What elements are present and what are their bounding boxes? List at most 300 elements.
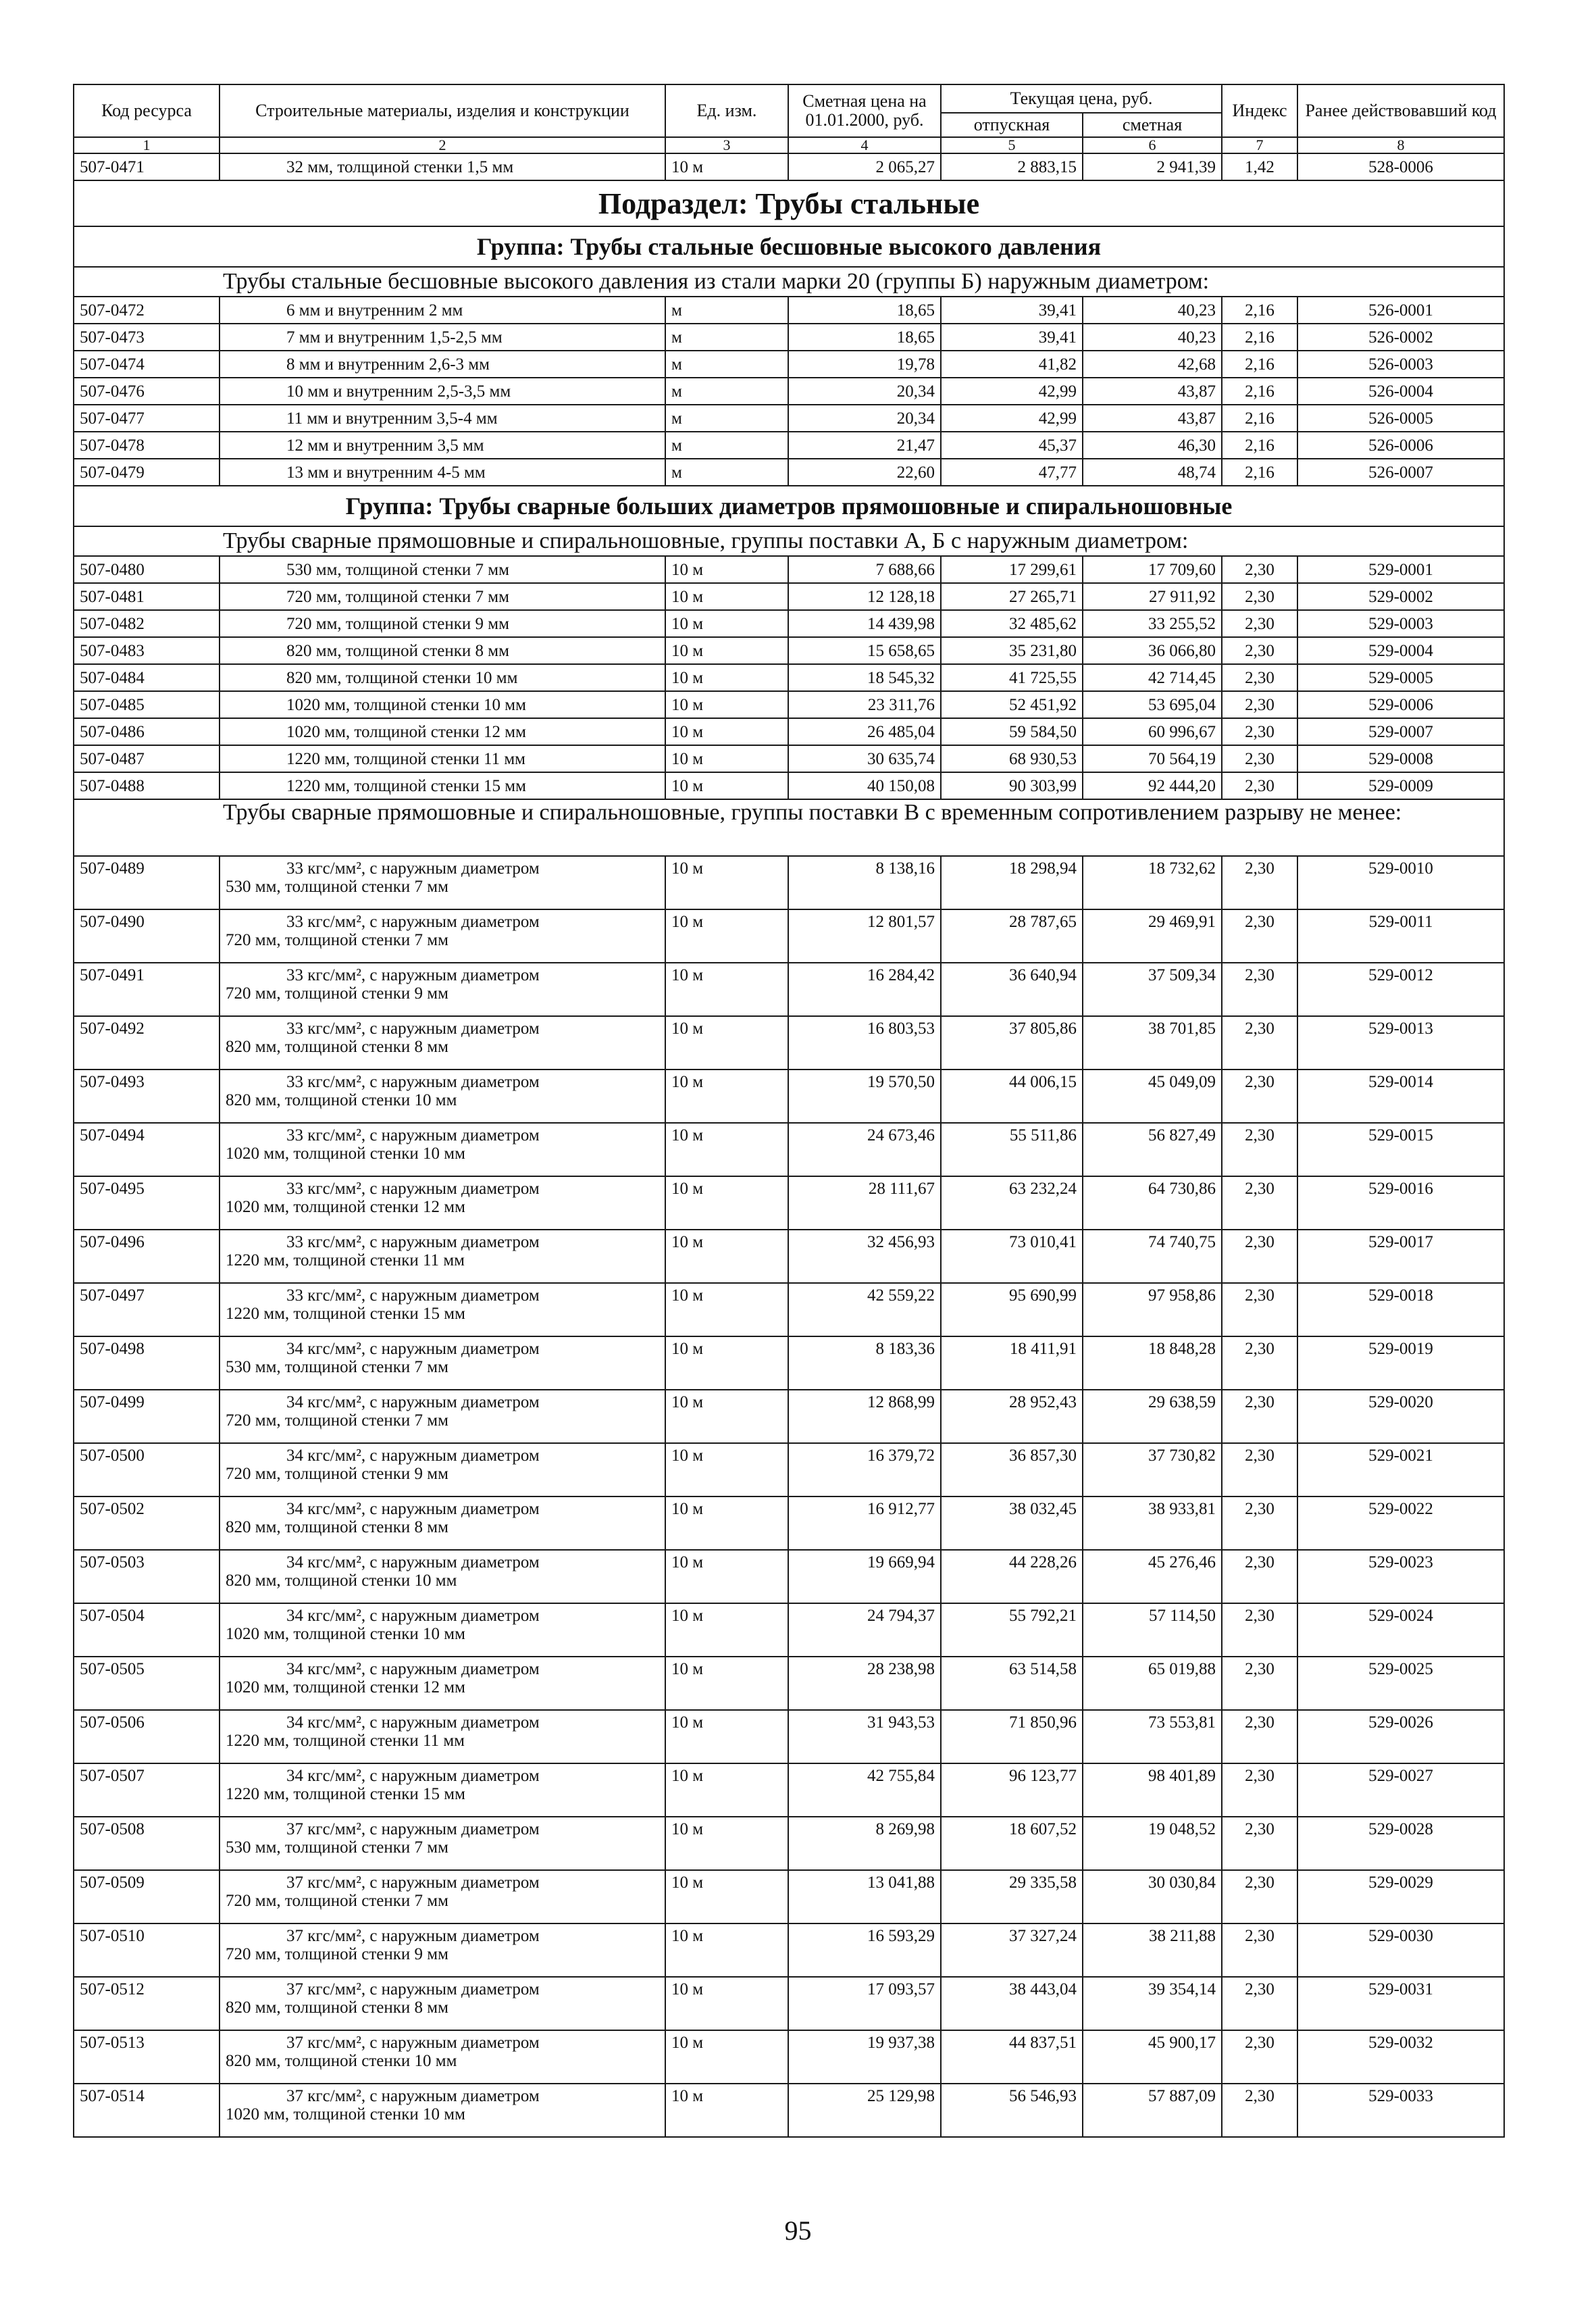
unit: 10 м [665, 1657, 788, 1710]
estimate-price: 65 019,88 [1083, 1657, 1222, 1710]
estimated-price: 8 183,36 [788, 1336, 941, 1390]
table-row [74, 772, 1504, 799]
estimate-price: 56 827,49 [1083, 1123, 1222, 1176]
col-number: 4 [788, 137, 941, 153]
estimated-price: 21,47 [788, 432, 941, 459]
estimated-price: 13 041,88 [788, 1870, 941, 1923]
resource-code: 507-0489 [74, 856, 220, 909]
material-name: 1020 мм, толщиной стенки 12 мм [220, 718, 665, 745]
group-subtitle: Трубы сварные прямошовные и спиральношовные, группы поставки А, Б с наружным диаметром: [74, 526, 1504, 556]
estimated-price: 24 794,37 [788, 1603, 941, 1657]
prev-code: 529-0023 [1297, 1550, 1504, 1603]
resource-code: 507-0498 [74, 1336, 220, 1390]
index-value: 2,16 [1222, 324, 1297, 351]
index-value: 2,30 [1222, 745, 1297, 772]
resource-code: 507-0486 [74, 718, 220, 745]
resource-code: 507-0488 [74, 772, 220, 799]
index-value: 2,30 [1222, 856, 1297, 909]
release-price: 90 303,99 [941, 772, 1083, 799]
unit: 10 м [665, 1443, 788, 1496]
index-value: 2,30 [1222, 909, 1297, 963]
prev-code: 529-0026 [1297, 1710, 1504, 1763]
estimated-price: 8 269,98 [788, 1817, 941, 1870]
resource-code: 507-0508 [74, 1817, 220, 1870]
index-value: 2,30 [1222, 1016, 1297, 1070]
unit: 10 м [665, 1817, 788, 1870]
estimated-price: 31 943,53 [788, 1710, 941, 1763]
material-name: 37 кгс/мм², с наружным диаметром 720 мм, толщиной стенки 7 мм [220, 1870, 665, 1923]
estimated-price: 42 755,84 [788, 1763, 941, 1817]
material-name: 34 кгс/мм², с наружным диаметром 820 мм, толщиной стенки 8 мм [220, 1496, 665, 1550]
release-price: 45,37 [941, 432, 1083, 459]
release-price: 18 411,91 [941, 1336, 1083, 1390]
resource-code: 507-0484 [74, 664, 220, 691]
material-name: 530 мм, толщиной стенки 7 мм [220, 556, 665, 583]
index-value: 2,30 [1222, 637, 1297, 664]
index-value: 2,30 [1222, 1603, 1297, 1657]
estimated-price: 18,65 [788, 324, 941, 351]
release-price: 68 930,53 [941, 745, 1083, 772]
unit: 10 м [665, 2030, 788, 2084]
unit: 10 м [665, 1550, 788, 1603]
release-price: 55 511,86 [941, 1123, 1083, 1176]
section-title: Подраздел: Трубы стальные [74, 180, 1504, 226]
unit: 10 м [665, 718, 788, 745]
estimate-price: 45 276,46 [1083, 1550, 1222, 1603]
page-number: 95 [784, 2215, 812, 2246]
table-row [74, 378, 1504, 405]
release-price: 37 805,86 [941, 1016, 1083, 1070]
header-unit: Ед. изм. [665, 84, 788, 137]
estimated-price: 16 593,29 [788, 1923, 941, 1977]
unit: 10 м [665, 2084, 788, 2137]
index-value: 2,30 [1222, 1336, 1297, 1390]
prev-code: 526-0002 [1297, 324, 1504, 351]
estimated-price: 19 669,94 [788, 1550, 941, 1603]
material-name: 1220 мм, толщиной стенки 11 мм [220, 745, 665, 772]
estimate-price: 38 933,81 [1083, 1496, 1222, 1550]
resource-code: 507-0505 [74, 1657, 220, 1710]
estimated-price: 16 912,77 [788, 1496, 941, 1550]
estimated-price: 25 129,98 [788, 2084, 941, 2137]
resource-code: 507-0493 [74, 1070, 220, 1123]
unit: м [665, 378, 788, 405]
prev-code: 529-0029 [1297, 1870, 1504, 1923]
material-name: 34 кгс/мм², с наружным диаметром 530 мм, толщиной стенки 7 мм [220, 1336, 665, 1390]
index-value: 2,16 [1222, 405, 1297, 432]
prev-code: 529-0003 [1297, 610, 1504, 637]
resource-code: 507-0492 [74, 1016, 220, 1070]
prev-code: 529-0030 [1297, 1923, 1504, 1977]
estimate-price: 43,87 [1083, 378, 1222, 405]
material-name: 37 кгс/мм², с наружным диаметром 720 мм, толщиной стенки 9 мм [220, 1923, 665, 1977]
table-row [74, 1710, 1504, 1763]
table-row [74, 1230, 1504, 1283]
release-price: 55 792,21 [941, 1603, 1083, 1657]
estimated-price: 40 150,08 [788, 772, 941, 799]
table-row [74, 324, 1504, 351]
index-value: 2,16 [1222, 432, 1297, 459]
estimate-price: 48,74 [1083, 459, 1222, 486]
prev-code: 529-0025 [1297, 1657, 1504, 1710]
table-row [74, 1443, 1504, 1496]
prev-code: 529-0022 [1297, 1496, 1504, 1550]
estimated-price: 20,34 [788, 378, 941, 405]
resource-code: 507-0512 [74, 1977, 220, 2030]
resource-code: 507-0479 [74, 459, 220, 486]
estimated-price: 23 311,76 [788, 691, 941, 718]
prev-code: 528-0006 [1297, 153, 1504, 180]
estimated-price: 19 937,38 [788, 2030, 941, 2084]
prev-code: 526-0001 [1297, 297, 1504, 324]
unit: 10 м [665, 1496, 788, 1550]
material-name: 7 мм и внутренним 1,5-2,5 мм [220, 324, 665, 351]
release-price: 63 514,58 [941, 1657, 1083, 1710]
table-row [74, 1283, 1504, 1336]
prev-code: 529-0012 [1297, 963, 1504, 1016]
price-table-sheet [73, 84, 1503, 2138]
estimated-price: 18 545,32 [788, 664, 941, 691]
table-row [74, 583, 1504, 610]
release-price: 95 690,99 [941, 1283, 1083, 1336]
index-value: 2,30 [1222, 2030, 1297, 2084]
estimated-price: 30 635,74 [788, 745, 941, 772]
estimate-price: 70 564,19 [1083, 745, 1222, 772]
table-row [74, 1336, 1504, 1390]
unit: 10 м [665, 1603, 788, 1657]
estimated-price: 20,34 [788, 405, 941, 432]
prev-code: 529-0005 [1297, 664, 1504, 691]
prev-code: 529-0028 [1297, 1817, 1504, 1870]
material-name: 8 мм и внутренним 2,6-3 мм [220, 351, 665, 378]
estimate-price: 18 732,62 [1083, 856, 1222, 909]
header-code: Код ресурса [74, 84, 220, 137]
prev-code: 529-0031 [1297, 1977, 1504, 2030]
unit: 10 м [665, 664, 788, 691]
estimated-price: 22,60 [788, 459, 941, 486]
unit: м [665, 297, 788, 324]
estimated-price: 32 456,93 [788, 1230, 941, 1283]
table-row [74, 2030, 1504, 2084]
group-title: Группа: Трубы стальные бесшовные высокого давления [74, 226, 1504, 267]
estimated-price: 28 111,67 [788, 1176, 941, 1230]
material-name: 720 мм, толщиной стенки 7 мм [220, 583, 665, 610]
unit: 10 м [665, 1870, 788, 1923]
prev-code: 529-0021 [1297, 1443, 1504, 1496]
prev-code: 529-0024 [1297, 1603, 1504, 1657]
estimate-price: 57 887,09 [1083, 2084, 1222, 2137]
index-value: 2,30 [1222, 1496, 1297, 1550]
table-row [74, 1923, 1504, 1977]
index-value: 2,30 [1222, 610, 1297, 637]
estimated-price: 12 128,18 [788, 583, 941, 610]
header-materials: Строительные материалы, изделия и конструкции [220, 84, 665, 137]
header-estimated-price: Сметная цена на 01.01.2000, руб. [788, 84, 941, 137]
unit: 10 м [665, 1390, 788, 1443]
col-number: 7 [1222, 137, 1297, 153]
table-row [74, 664, 1504, 691]
table-row [74, 856, 1504, 909]
prev-code: 529-0001 [1297, 556, 1504, 583]
estimate-price: 40,23 [1083, 297, 1222, 324]
prev-code: 529-0007 [1297, 718, 1504, 745]
estimate-price: 39 354,14 [1083, 1977, 1222, 2030]
resource-code: 507-0509 [74, 1870, 220, 1923]
index-value: 2,30 [1222, 1283, 1297, 1336]
table-row [74, 1496, 1504, 1550]
release-price: 44 228,26 [941, 1550, 1083, 1603]
material-name: 720 мм, толщиной стенки 9 мм [220, 610, 665, 637]
estimated-price: 8 138,16 [788, 856, 941, 909]
unit: 10 м [665, 1710, 788, 1763]
estimated-price: 15 658,65 [788, 637, 941, 664]
resource-code: 507-0478 [74, 432, 220, 459]
resource-code: 507-0490 [74, 909, 220, 963]
index-value: 2,30 [1222, 1763, 1297, 1817]
unit: 10 м [665, 556, 788, 583]
resource-code: 507-0481 [74, 583, 220, 610]
release-price: 59 584,50 [941, 718, 1083, 745]
estimate-price: 37 509,34 [1083, 963, 1222, 1016]
material-name: 33 кгс/мм², с наружным диаметром 1020 мм, толщиной стенки 10 мм [220, 1123, 665, 1176]
resource-code: 507-0503 [74, 1550, 220, 1603]
unit: 10 м [665, 1763, 788, 1817]
material-name: 34 кгс/мм², с наружным диаметром 1220 мм, толщиной стенки 15 мм [220, 1763, 665, 1817]
estimate-price: 33 255,52 [1083, 610, 1222, 637]
index-value: 2,30 [1222, 664, 1297, 691]
table-row [74, 297, 1504, 324]
release-price: 38 443,04 [941, 1977, 1083, 2030]
estimate-price: 46,30 [1083, 432, 1222, 459]
release-price: 29 335,58 [941, 1870, 1083, 1923]
table-row [74, 718, 1504, 745]
index-value: 2,30 [1222, 1443, 1297, 1496]
price-table [73, 84, 1505, 2138]
resource-code: 507-0471 [74, 153, 220, 180]
estimate-price: 73 553,81 [1083, 1710, 1222, 1763]
table-row [74, 691, 1504, 718]
material-name: 33 кгс/мм², с наружным диаметром 820 мм, толщиной стенки 10 мм [220, 1070, 665, 1123]
table-row [74, 1657, 1504, 1710]
group-subtitle: Трубы стальные бесшовные высокого давления из стали марки 20 (группы Б) наружным диаметром: [74, 267, 1504, 297]
resource-code: 507-0483 [74, 637, 220, 664]
material-name: 1220 мм, толщиной стенки 15 мм [220, 772, 665, 799]
unit: 10 м [665, 745, 788, 772]
estimated-price: 12 868,99 [788, 1390, 941, 1443]
resource-code: 507-0495 [74, 1176, 220, 1230]
release-price: 28 787,65 [941, 909, 1083, 963]
resource-code: 507-0477 [74, 405, 220, 432]
material-name: 32 мм, толщиной стенки 1,5 мм [220, 153, 665, 180]
unit: м [665, 351, 788, 378]
unit: 10 м [665, 909, 788, 963]
unit: 10 м [665, 1230, 788, 1283]
index-value: 2,30 [1222, 1870, 1297, 1923]
unit: 10 м [665, 1016, 788, 1070]
estimated-price: 12 801,57 [788, 909, 941, 963]
table-row [74, 1176, 1504, 1230]
table-row [74, 459, 1504, 486]
prev-code: 529-0017 [1297, 1230, 1504, 1283]
group2-type-v-rows [74, 856, 1504, 2137]
estimate-price: 74 740,75 [1083, 1230, 1222, 1283]
prev-code: 529-0033 [1297, 2084, 1504, 2137]
unit: м [665, 432, 788, 459]
estimated-price: 7 688,66 [788, 556, 941, 583]
resource-code: 507-0514 [74, 2084, 220, 2137]
unit: м [665, 324, 788, 351]
resource-code: 507-0494 [74, 1123, 220, 1176]
estimate-price: 19 048,52 [1083, 1817, 1222, 1870]
resource-code: 507-0480 [74, 556, 220, 583]
prev-code: 529-0004 [1297, 637, 1504, 664]
table-row [74, 153, 1504, 180]
release-price: 35 231,80 [941, 637, 1083, 664]
header-prev-code: Ранее действовавший код [1297, 84, 1504, 137]
unit: 10 м [665, 1336, 788, 1390]
index-value: 2,30 [1222, 1123, 1297, 1176]
release-price: 36 857,30 [941, 1443, 1083, 1496]
resource-code: 507-0485 [74, 691, 220, 718]
material-name: 34 кгс/мм², с наружным диаметром 720 мм, толщиной стенки 7 мм [220, 1390, 665, 1443]
table-row [74, 351, 1504, 378]
estimate-price: 42 714,45 [1083, 664, 1222, 691]
col-number: 1 [74, 137, 220, 153]
estimate-price: 43,87 [1083, 405, 1222, 432]
estimated-price: 26 485,04 [788, 718, 941, 745]
material-name: 34 кгс/мм², с наружным диаметром 1220 мм, толщиной стенки 11 мм [220, 1710, 665, 1763]
prev-code: 526-0004 [1297, 378, 1504, 405]
estimate-price: 45 900,17 [1083, 2030, 1222, 2084]
index-value: 2,30 [1222, 1550, 1297, 1603]
col-number: 3 [665, 137, 788, 153]
group1-rows [74, 297, 1504, 486]
release-price: 39,41 [941, 324, 1083, 351]
release-price: 39,41 [941, 297, 1083, 324]
prev-code: 529-0032 [1297, 2030, 1504, 2084]
table-row [74, 637, 1504, 664]
group2-rows [74, 556, 1504, 799]
index-value: 2,30 [1222, 1176, 1297, 1230]
header-estimate-price: сметная [1083, 113, 1222, 137]
estimated-price: 2 065,27 [788, 153, 941, 180]
estimate-price: 45 049,09 [1083, 1070, 1222, 1123]
resource-code: 507-0510 [74, 1923, 220, 1977]
resource-code: 507-0473 [74, 324, 220, 351]
release-price: 42,99 [941, 378, 1083, 405]
estimated-price: 14 439,98 [788, 610, 941, 637]
material-name: 34 кгс/мм², с наружным диаметром 1020 мм, толщиной стенки 10 мм [220, 1603, 665, 1657]
release-price: 47,77 [941, 459, 1083, 486]
material-name: 11 мм и внутренним 3,5-4 мм [220, 405, 665, 432]
material-name: 10 мм и внутренним 2,5-3,5 мм [220, 378, 665, 405]
estimate-price: 37 730,82 [1083, 1443, 1222, 1496]
header-index: Индекс [1222, 84, 1297, 137]
estimate-price: 18 848,28 [1083, 1336, 1222, 1390]
resource-code: 507-0474 [74, 351, 220, 378]
resource-code: 507-0491 [74, 963, 220, 1016]
unit: м [665, 459, 788, 486]
group-subtitle: Трубы сварные прямошовные и спиральношовные, группы поставки В с временным сопротивлением разрыву не менее: [74, 799, 1504, 856]
estimate-price: 38 701,85 [1083, 1016, 1222, 1070]
release-price: 96 123,77 [941, 1763, 1083, 1817]
release-price: 41 725,55 [941, 664, 1083, 691]
index-value: 2,16 [1222, 297, 1297, 324]
unit: м [665, 405, 788, 432]
table-row [74, 1016, 1504, 1070]
resource-code: 507-0476 [74, 378, 220, 405]
estimate-price: 98 401,89 [1083, 1763, 1222, 1817]
resource-code: 507-0499 [74, 1390, 220, 1443]
material-name: 1020 мм, толщиной стенки 10 мм [220, 691, 665, 718]
release-price: 28 952,43 [941, 1390, 1083, 1443]
material-name: 37 кгс/мм², с наружным диаметром 820 мм, толщиной стенки 10 мм [220, 2030, 665, 2084]
prev-code: 526-0006 [1297, 432, 1504, 459]
estimate-price: 40,23 [1083, 324, 1222, 351]
estimated-price: 42 559,22 [788, 1283, 941, 1336]
material-name: 33 кгс/мм², с наружным диаметром 820 мм, толщиной стенки 8 мм [220, 1016, 665, 1070]
table-row [74, 1817, 1504, 1870]
release-price: 27 265,71 [941, 583, 1083, 610]
unit: 10 м [665, 1923, 788, 1977]
index-value: 2,30 [1222, 583, 1297, 610]
table-row [74, 1870, 1504, 1923]
table-row [74, 1603, 1504, 1657]
index-value: 2,30 [1222, 718, 1297, 745]
header-release-price: отпускная [941, 113, 1083, 137]
prev-code: 529-0027 [1297, 1763, 1504, 1817]
material-name: 34 кгс/мм², с наружным диаметром 720 мм, толщиной стенки 9 мм [220, 1443, 665, 1496]
release-price: 17 299,61 [941, 556, 1083, 583]
estimate-price: 92 444,20 [1083, 772, 1222, 799]
table-row [74, 610, 1504, 637]
prev-code: 526-0005 [1297, 405, 1504, 432]
estimate-price: 29 638,59 [1083, 1390, 1222, 1443]
table-row [74, 556, 1504, 583]
index-value: 2,30 [1222, 1817, 1297, 1870]
release-price: 44 006,15 [941, 1070, 1083, 1123]
resource-code: 507-0482 [74, 610, 220, 637]
prev-code: 529-0015 [1297, 1123, 1504, 1176]
resource-code: 507-0496 [74, 1230, 220, 1283]
table-row [74, 1123, 1504, 1176]
index-value: 2,30 [1222, 1657, 1297, 1710]
index-value: 2,30 [1222, 1710, 1297, 1763]
material-name: 33 кгс/мм², с наружным диаметром 1220 мм, толщиной стенки 11 мм [220, 1230, 665, 1283]
header-current-price: Текущая цена, руб. [941, 84, 1222, 113]
group-title: Группа: Трубы сварные больших диаметров прямошовные и спиральношовные [74, 486, 1504, 526]
prev-code: 529-0006 [1297, 691, 1504, 718]
estimate-price: 97 958,86 [1083, 1283, 1222, 1336]
index-value: 2,16 [1222, 351, 1297, 378]
col-number: 6 [1083, 137, 1222, 153]
prev-code: 529-0010 [1297, 856, 1504, 909]
index-value: 2,30 [1222, 556, 1297, 583]
prev-code: 529-0013 [1297, 1016, 1504, 1070]
table-row [74, 1763, 1504, 1817]
table-row [74, 1070, 1504, 1123]
estimated-price: 16 379,72 [788, 1443, 941, 1496]
material-name: 820 мм, толщиной стенки 10 мм [220, 664, 665, 691]
release-price: 73 010,41 [941, 1230, 1083, 1283]
unit: 10 м [665, 856, 788, 909]
index-value: 2,30 [1222, 691, 1297, 718]
estimated-price: 16 803,53 [788, 1016, 941, 1070]
index-value: 1,42 [1222, 153, 1297, 180]
table-row [74, 745, 1504, 772]
index-value: 2,30 [1222, 1230, 1297, 1283]
material-name: 34 кгс/мм², с наружным диаметром 1020 мм, толщиной стенки 12 мм [220, 1657, 665, 1710]
